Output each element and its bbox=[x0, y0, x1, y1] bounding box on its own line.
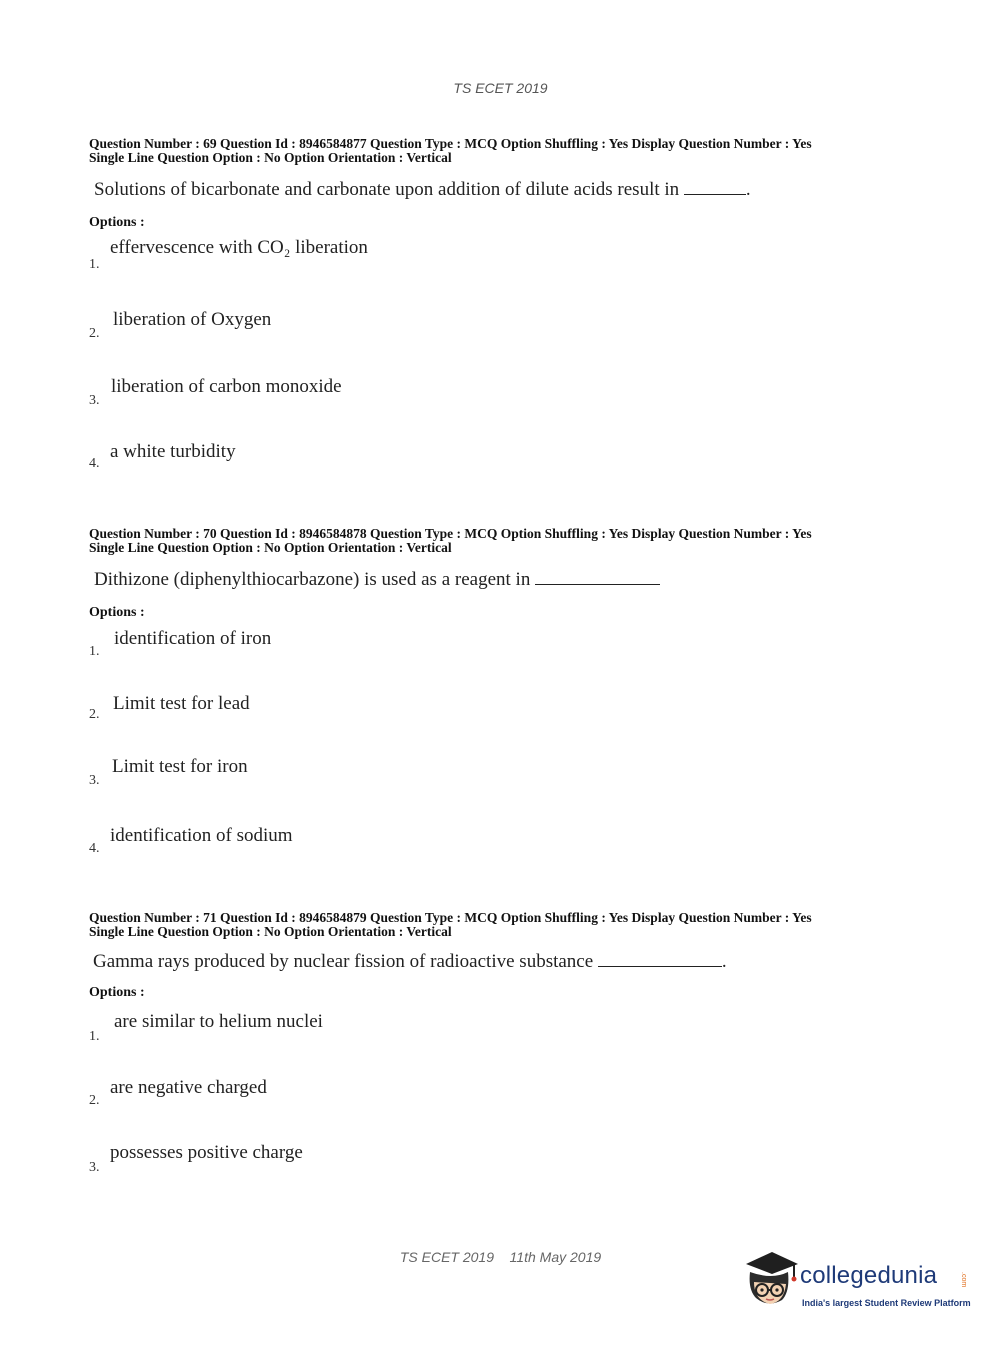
question-meta-line: Question Number : 70 Question Id : 8946584878 Question Type : MCQ Option Shuffling : Yes Display Question Number : Yes bbox=[89, 526, 812, 541]
option-text: Limit test for iron bbox=[112, 756, 248, 777]
option-text: possesses positive charge bbox=[110, 1142, 303, 1163]
logo-suffix: .com bbox=[960, 1272, 967, 1288]
option-text: a white turbidity bbox=[110, 441, 236, 462]
question-text-row bbox=[94, 566, 660, 591]
question-text-row bbox=[94, 176, 751, 201]
option-text: identification of iron bbox=[114, 628, 272, 649]
option-text: are similar to helium nuclei bbox=[114, 1011, 323, 1032]
logo-wordmark: collegedunia bbox=[800, 1262, 938, 1289]
option-number: 3. bbox=[89, 773, 100, 788]
option-number: 1. bbox=[89, 644, 100, 659]
collegedunia-logo bbox=[742, 1250, 972, 1320]
option-number: 3. bbox=[89, 1160, 100, 1175]
question-text: Solutions of bicarbonate and carbonate upon addition of dilute acids result in bbox=[94, 179, 680, 200]
option-number: 2. bbox=[89, 1093, 100, 1108]
option-text: are negative charged bbox=[110, 1077, 267, 1098]
option-number: 3. bbox=[89, 393, 100, 408]
student-mascot-icon bbox=[742, 1250, 800, 1314]
option-number: 2. bbox=[89, 326, 100, 341]
question-meta bbox=[89, 137, 909, 165]
options-label: Options : bbox=[89, 985, 145, 1000]
question-meta-line: Question Number : 71 Question Id : 8946584879 Question Type : MCQ Option Shuffling : Yes Display Question Number : Yes bbox=[89, 910, 812, 925]
option-number: 1. bbox=[89, 1029, 100, 1044]
question-meta bbox=[89, 527, 909, 555]
option-text: Limit test for lead bbox=[113, 693, 250, 714]
option-number: 1. bbox=[89, 257, 100, 272]
question-text: Gamma rays produced by nuclear fission of radioactive substance bbox=[93, 951, 594, 972]
question-meta bbox=[89, 911, 909, 939]
option-text: identification of sodium bbox=[110, 825, 293, 846]
option-text: effervescence with CO₂ liberation bbox=[110, 237, 368, 258]
page-footer-text: TS ECET 2019 11th May 2019 bbox=[399, 1249, 602, 1265]
options-label: Options : bbox=[89, 215, 145, 230]
answer-blank bbox=[684, 176, 746, 195]
question-text-row bbox=[93, 948, 727, 973]
option-text: liberation of Oxygen bbox=[113, 309, 272, 330]
question-meta-line: Question Number : 69 Question Id : 8946584877 Question Type : MCQ Option Shuffling : Yes Display Question Number : Yes bbox=[89, 136, 812, 151]
page-header-title: TS ECET 2019 bbox=[453, 80, 548, 96]
option-number: 2. bbox=[89, 707, 100, 722]
question-meta-line: Single Line Question Option : No Option Orientation : Vertical bbox=[89, 540, 452, 555]
question-meta-line: Single Line Question Option : No Option Orientation : Vertical bbox=[89, 150, 452, 165]
option-number: 4. bbox=[89, 841, 100, 856]
logo-tagline: India's largest Student Review Platform bbox=[802, 1298, 971, 1308]
option-number: 4. bbox=[89, 456, 100, 471]
question-text-suffix: . bbox=[745, 179, 751, 200]
question-meta-line: Single Line Question Option : No Option Orientation : Vertical bbox=[89, 924, 452, 939]
options-label: Options : bbox=[89, 605, 145, 620]
option-text: liberation of carbon monoxide bbox=[111, 376, 342, 397]
question-text: Dithizone (diphenylthiocarbazone) is used as a reagent in bbox=[94, 569, 531, 590]
answer-blank bbox=[535, 566, 660, 585]
answer-blank bbox=[598, 948, 722, 967]
question-text-suffix: . bbox=[721, 951, 727, 972]
